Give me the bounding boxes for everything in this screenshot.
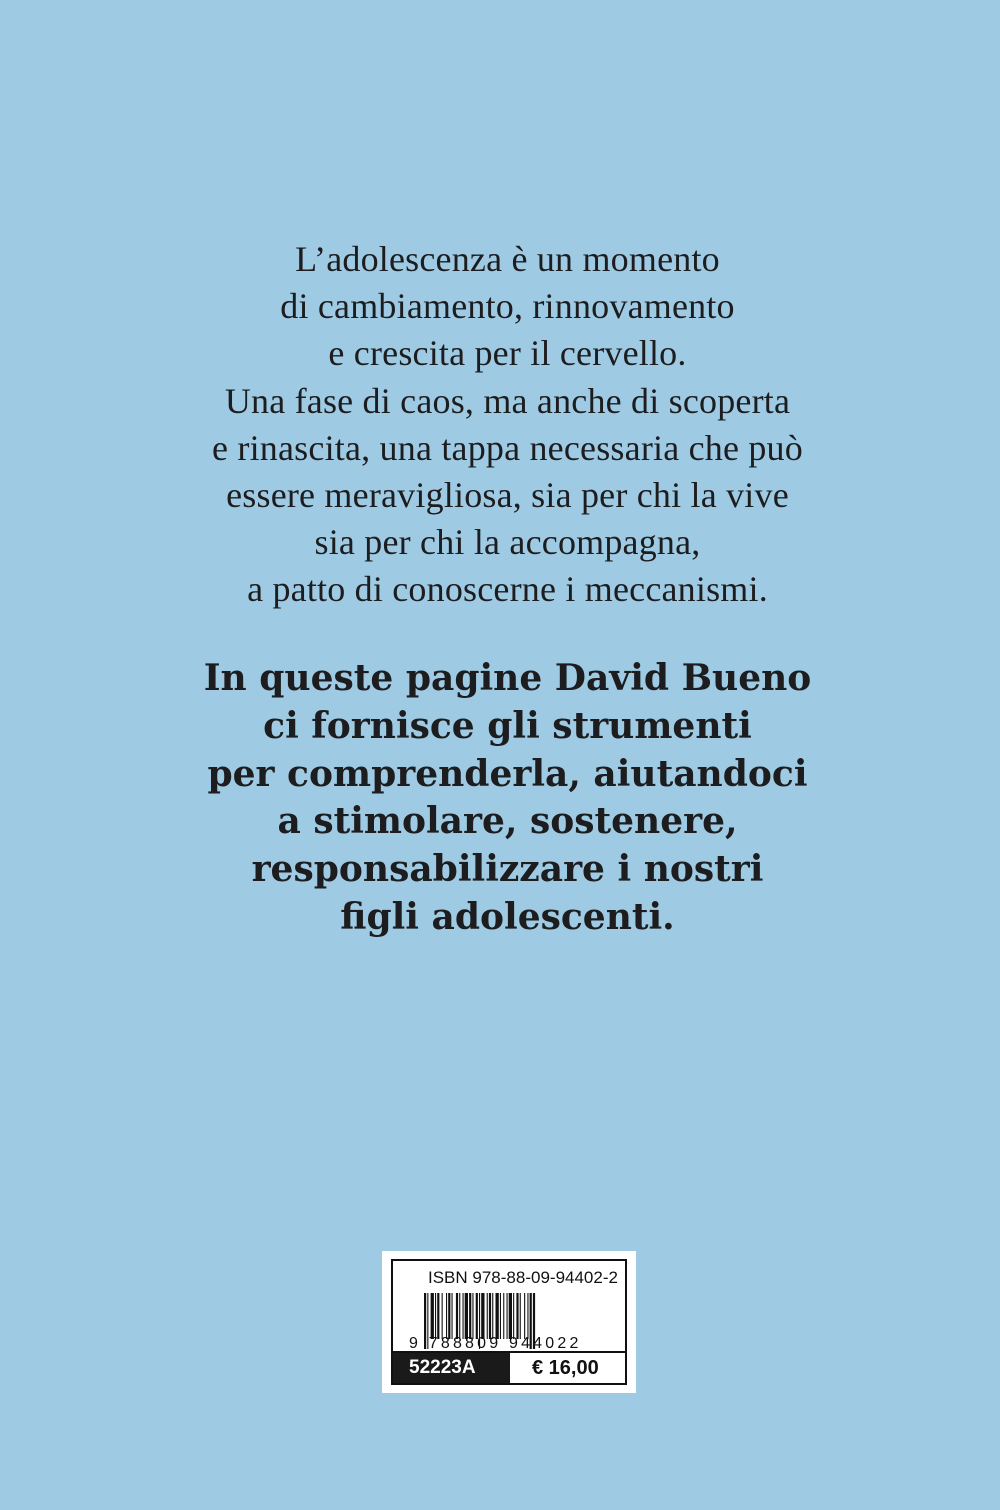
price-tag: € 16,00 (510, 1353, 625, 1383)
barcode-bar (492, 1293, 493, 1339)
barcode-bar (435, 1293, 436, 1339)
barcode-bar (476, 1293, 478, 1339)
barcode-bar (463, 1293, 464, 1339)
barcode-bar (509, 1293, 512, 1339)
intro-line: L’adolescenza è un momento (295, 239, 720, 279)
intro-line: essere meravigliosa, sia per chi la vive (226, 475, 789, 516)
barcode-bar (513, 1293, 514, 1339)
highlight-paragraph (100, 655, 915, 942)
intro-line: e crescita per il cervello. (328, 333, 687, 374)
barcode-bar (516, 1293, 518, 1339)
intro-line: a patto di conoscerne i meccanismi. (247, 569, 768, 610)
isbn-text: ISBN 978-88-09-94402-2 (428, 1268, 618, 1287)
product-code: 52223A (393, 1353, 510, 1383)
barcode-bar (459, 1293, 460, 1339)
barcode-bar (487, 1293, 488, 1339)
barcode-bar (431, 1293, 434, 1339)
barcode-bar (437, 1293, 439, 1339)
barcode-bar (448, 1293, 450, 1339)
barcode-bar (452, 1293, 453, 1339)
barcode-bar (472, 1293, 473, 1339)
barcode-bar (465, 1293, 468, 1339)
intro-line: di cambiamento, rinnovamento (280, 286, 735, 327)
barcode-bar (446, 1293, 447, 1339)
barcode-bar (442, 1293, 443, 1339)
intro-line: Una fase di caos, ma anche di scoperta (224, 380, 791, 421)
intro-line: sia per chi la accompagna, (314, 522, 701, 563)
barcode-bar (524, 1293, 525, 1339)
barcode-bar (500, 1293, 501, 1339)
highlight-line: per comprenderla, aiutandoci (207, 752, 808, 795)
highlight-line: ci fornisce gli strumenti (263, 704, 752, 747)
barcode-bar (496, 1293, 499, 1339)
barcode-bar (456, 1293, 458, 1339)
barcode-bottom-row (393, 1351, 625, 1383)
highlight-line: a stimolare, sostenere, (277, 800, 738, 843)
barcode-bar (481, 1293, 484, 1339)
highlight-line: In queste pagine David Bueno (203, 657, 812, 699)
barcode-bar (527, 1293, 528, 1339)
highlight-line: figli adolescenti. (340, 895, 675, 938)
barcode-frame (391, 1259, 627, 1385)
intro-line: e rinascita, una tappa necessaria che può (212, 427, 803, 468)
barcode-digits: 9 788809 944022 (409, 1335, 582, 1352)
barcode-label (382, 1251, 636, 1393)
barcode-bar (469, 1293, 471, 1339)
barcode-bar (489, 1293, 491, 1339)
barcode-bar (503, 1293, 504, 1339)
barcode-bar (507, 1293, 508, 1339)
barcode-bar (520, 1293, 521, 1339)
highlight-line: responsabilizzare i nostri (251, 848, 764, 891)
intro-paragraph (100, 236, 915, 614)
